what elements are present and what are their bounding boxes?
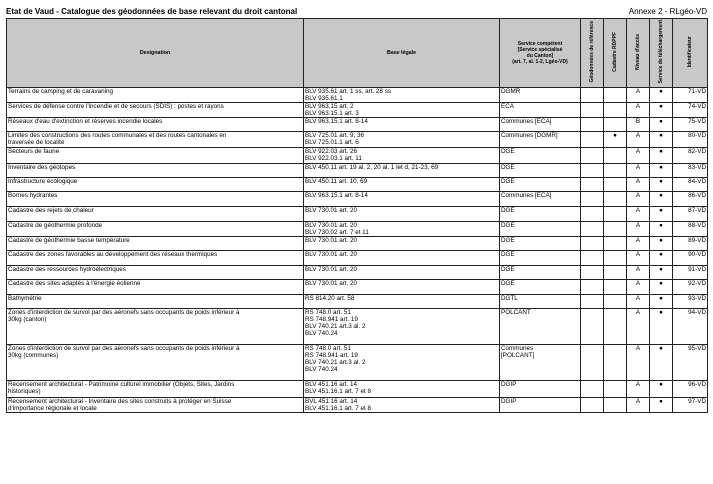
designation-line: Bathymétrie xyxy=(8,294,42,302)
cell-rdppf xyxy=(604,88,627,103)
designation-line: Zones d'interdiction de survol par des aéronefs sans occupants de poids inférieur à xyxy=(8,308,240,316)
designation-line: Cadastre des zones favorables au développement des réseaux thermiques xyxy=(8,250,218,258)
cell-access: B xyxy=(627,118,650,132)
cell-access: A xyxy=(627,177,650,191)
table-row xyxy=(7,250,708,265)
cell-identifier: 92-VD xyxy=(673,279,708,294)
base-legale-line: BLV 730.02 art. 7 et 11 xyxy=(305,228,369,236)
table-row xyxy=(7,148,708,163)
base-legale-line: BLV 963.15.1 art. 8-14 xyxy=(305,191,368,199)
service-line: DGE xyxy=(501,148,515,156)
cell-rdppf xyxy=(604,279,627,294)
designation-line: Recensement architectural - Patrimoine culturel immobilier (Objets, Sites, Jardins xyxy=(8,380,235,388)
cell-access: A xyxy=(627,148,650,163)
cell-designation xyxy=(7,236,304,250)
cell-designation xyxy=(7,148,304,163)
cell-rdppf xyxy=(604,344,627,380)
service-line: Communes [ECA] xyxy=(501,191,552,199)
cell-base-legale xyxy=(304,163,500,177)
cell-designation xyxy=(7,103,304,118)
cell-download: ● xyxy=(650,279,673,294)
base-legale-line: BLV 730.01 art. 20 xyxy=(305,221,358,229)
cell-identifier: 82-VD xyxy=(673,148,708,163)
cell-service xyxy=(500,132,581,148)
cell-base-legale xyxy=(304,279,500,294)
cell-designation xyxy=(7,279,304,294)
cell-designation xyxy=(7,191,304,206)
base-legale-line: BLV 740.24 xyxy=(305,366,338,374)
cell-georef xyxy=(581,380,604,397)
base-legale-line: BLV 740.21 art.3 al. 2 xyxy=(305,322,366,330)
designation-line: Réseaux d'eau d'extinction et réserves incendie locales xyxy=(8,118,163,126)
cell-service xyxy=(500,279,581,294)
table-row xyxy=(7,103,708,118)
cell-identifier: 95-VD xyxy=(673,344,708,380)
cell-download: ● xyxy=(650,221,673,236)
cell-georef xyxy=(581,118,604,132)
designation-line: Inventaire des géotopes xyxy=(8,163,76,171)
cell-download: ● xyxy=(650,191,673,206)
service-line: Communes [ECA] xyxy=(501,118,552,126)
col-header-service-line: Service compétent xyxy=(517,40,563,47)
cell-identifier: 75-VD xyxy=(673,118,708,132)
cell-identifier: 71-VD xyxy=(673,88,708,103)
table-row xyxy=(7,236,708,250)
base-legale-line: BLV 740.21 art.3 al. 2 xyxy=(305,358,366,366)
designation-line: d'importance régionale et locale xyxy=(8,404,97,412)
col-header-rdppf xyxy=(604,19,627,88)
base-legale-line: BLV 730.01 art. 20 xyxy=(305,206,358,214)
cell-service xyxy=(500,103,581,118)
service-line: DGE xyxy=(501,163,515,171)
page-header xyxy=(6,6,707,17)
base-legale-line: BLV 451.16.1 art. 7 et 8 xyxy=(305,404,372,412)
cell-access: A xyxy=(627,265,650,279)
document-title: Etat de Vaud - Catalogue des géodonnées de base relevant du droit cantonal xyxy=(6,7,298,16)
table-row xyxy=(7,279,708,294)
designation-line: Bornes hydrantes xyxy=(8,191,58,199)
cell-base-legale xyxy=(304,191,500,206)
cell-georef xyxy=(581,279,604,294)
service-line: DGE xyxy=(501,265,515,273)
cell-download: ● xyxy=(650,206,673,221)
table-header-row xyxy=(7,19,708,88)
cell-designation xyxy=(7,397,304,412)
col-header-access xyxy=(627,19,650,88)
base-legale-line: BLV 740.24 xyxy=(305,330,338,338)
cell-download: ● xyxy=(650,148,673,163)
cell-georef xyxy=(581,163,604,177)
cell-access: A xyxy=(627,236,650,250)
cell-access: A xyxy=(627,103,650,118)
cell-download: ● xyxy=(650,118,673,132)
cell-access: A xyxy=(627,206,650,221)
cell-access: A xyxy=(627,294,650,308)
designation-line: 30kg (communes) xyxy=(8,351,59,359)
cell-service xyxy=(500,88,581,103)
service-line: [POLCANT] xyxy=(501,351,535,359)
base-legale-line: BLV 730.01 art. 20 xyxy=(305,250,358,258)
cell-base-legale xyxy=(304,206,500,221)
cell-designation xyxy=(7,221,304,236)
col-header-id xyxy=(673,19,708,88)
cell-service xyxy=(500,163,581,177)
cell-georef xyxy=(581,308,604,344)
cell-service xyxy=(500,265,581,279)
designation-line: Terrains de camping et de caravaning xyxy=(8,88,114,95)
col-header-access-label: Niveau d'accès xyxy=(634,33,641,70)
base-legale-line: BLV 730.01 art. 20 xyxy=(305,279,358,287)
cell-rdppf xyxy=(604,380,627,397)
service-line: DGTL xyxy=(501,294,518,302)
cell-base-legale xyxy=(304,148,500,163)
table-row xyxy=(7,206,708,221)
cell-base-legale xyxy=(304,344,500,380)
cell-rdppf xyxy=(604,148,627,163)
cell-service xyxy=(500,206,581,221)
service-line: DGIP xyxy=(501,397,517,405)
cell-georef xyxy=(581,265,604,279)
designation-line: Services de défense contre l'incendie et de secours (SDIS) : postes et rayons xyxy=(8,103,224,111)
service-line: DGMR xyxy=(501,88,521,95)
table-row xyxy=(7,294,708,308)
cell-service xyxy=(500,118,581,132)
designation-line: Recensement architectural - Inventaire des sites construits à protéger en Suisse xyxy=(8,397,232,405)
cell-download: ● xyxy=(650,163,673,177)
cell-identifier: 89-VD xyxy=(673,236,708,250)
cell-access: A xyxy=(627,308,650,344)
cell-service xyxy=(500,308,581,344)
cell-identifier: 97-VD xyxy=(673,397,708,412)
cell-georef xyxy=(581,177,604,191)
cell-base-legale xyxy=(304,221,500,236)
base-legale-line: RS 748.941 art. 19 xyxy=(305,315,358,323)
cell-rdppf xyxy=(604,308,627,344)
col-header-service xyxy=(500,19,581,88)
cell-identifier: 83-VD xyxy=(673,163,708,177)
col-header-service-line: (art. 7, al. 1-2, Lgéo-VD) xyxy=(512,59,568,66)
cell-georef xyxy=(581,294,604,308)
cell-rdppf xyxy=(604,118,627,132)
cell-service xyxy=(500,380,581,397)
service-line: ECA xyxy=(501,103,514,111)
table-row xyxy=(7,380,708,397)
base-legale-line: BLV 451.16.1 art. 7 et 8 xyxy=(305,387,372,395)
cell-download: ● xyxy=(650,88,673,103)
cell-identifier: 90-VD xyxy=(673,250,708,265)
cell-rdppf: ● xyxy=(604,132,627,148)
cell-rdppf xyxy=(604,250,627,265)
base-legale-line: BLV 922.03.1 art. 11 xyxy=(305,155,362,163)
table-row xyxy=(7,221,708,236)
cell-base-legale xyxy=(304,103,500,118)
cell-download: ● xyxy=(650,103,673,118)
cell-access: A xyxy=(627,163,650,177)
cell-georef xyxy=(581,88,604,103)
cell-access: A xyxy=(627,221,650,236)
cell-access: A xyxy=(627,88,650,103)
cell-access: A xyxy=(627,132,650,148)
cell-rdppf xyxy=(604,191,627,206)
cell-service xyxy=(500,148,581,163)
base-legale-line: BLV 730.01 art. 20 xyxy=(305,265,358,273)
cell-access: A xyxy=(627,250,650,265)
cell-service xyxy=(500,344,581,380)
cell-georef xyxy=(581,344,604,380)
col-header-georef xyxy=(581,19,604,88)
cell-download: ● xyxy=(650,397,673,412)
designation-line: Limites des constructions des routes communales et des routes cantonales en xyxy=(8,132,227,140)
cell-base-legale xyxy=(304,236,500,250)
cell-designation xyxy=(7,206,304,221)
designation-line: traversée de localité xyxy=(8,139,65,147)
cell-service xyxy=(500,177,581,191)
cell-designation xyxy=(7,344,304,380)
cell-identifier: 96-VD xyxy=(673,380,708,397)
base-legale-line: BLV 963.15.1 art. 8-14 xyxy=(305,118,368,126)
cell-designation xyxy=(7,265,304,279)
service-line: Communes xyxy=(501,344,534,352)
cell-identifier: 84-VD xyxy=(673,177,708,191)
cell-designation xyxy=(7,250,304,265)
base-legale-line: BLV 450.11 art. 19 al. 2, 20 al. 1 let d, 21-23, 69 xyxy=(305,163,439,171)
cell-designation xyxy=(7,380,304,397)
base-legale-line: BLV 935.61.1 xyxy=(305,95,343,103)
cell-designation xyxy=(7,118,304,132)
designation-line: Cadastre de géothermie profonde xyxy=(8,221,103,229)
cell-rdppf xyxy=(604,294,627,308)
table-row xyxy=(7,308,708,344)
table-row xyxy=(7,88,708,103)
cell-rdppf xyxy=(604,163,627,177)
cell-access: A xyxy=(627,380,650,397)
table-row xyxy=(7,163,708,177)
cell-designation xyxy=(7,177,304,191)
cell-base-legale xyxy=(304,132,500,148)
cell-georef xyxy=(581,221,604,236)
table-row xyxy=(7,397,708,412)
cell-access: A xyxy=(627,344,650,380)
cell-download: ● xyxy=(650,132,673,148)
cell-download: ● xyxy=(650,344,673,380)
base-legale-line: BLV 730.01 art. 20 xyxy=(305,236,358,244)
cell-identifier: 74-VD xyxy=(673,103,708,118)
base-legale-line: BLV 725.01 art. 9, 36 xyxy=(305,132,365,140)
cell-identifier: 86-VD xyxy=(673,191,708,206)
cell-download: ● xyxy=(650,250,673,265)
cell-base-legale xyxy=(304,177,500,191)
col-header-download xyxy=(650,19,673,88)
cell-georef xyxy=(581,206,604,221)
base-legale-line: BLV 451.16 art. 14 xyxy=(305,380,358,388)
geodata-table xyxy=(6,18,708,413)
cell-base-legale xyxy=(304,250,500,265)
cell-rdppf xyxy=(604,221,627,236)
base-legale-line: BLV 725.01.1 art. 6 xyxy=(305,139,359,147)
cell-base-legale xyxy=(304,397,500,412)
table-row xyxy=(7,177,708,191)
cell-georef xyxy=(581,103,604,118)
table-row xyxy=(7,344,708,380)
cell-download: ● xyxy=(650,294,673,308)
cell-base-legale xyxy=(304,308,500,344)
designation-line: Cadastre des sites adaptés à l'énergie éolienne xyxy=(8,279,141,287)
col-header-id-label: Identificateur xyxy=(686,36,693,68)
service-line: DGIP xyxy=(501,380,517,388)
cell-identifier: 94-VD xyxy=(673,308,708,344)
cell-rdppf xyxy=(604,397,627,412)
designation-line: 30kg (canton) xyxy=(8,315,47,323)
cell-designation xyxy=(7,88,304,103)
cell-download: ● xyxy=(650,380,673,397)
designation-line: Cadastre des ressources hydroélectriques xyxy=(8,265,126,273)
cell-georef xyxy=(581,132,604,148)
cell-access: A xyxy=(627,397,650,412)
cell-base-legale xyxy=(304,294,500,308)
col-header-service-line: [Service spécialisé xyxy=(517,46,563,53)
col-header-service-line: du Canton] xyxy=(526,53,554,59)
col-header-georef-label: Géodonnées de référence xyxy=(588,21,595,83)
table-body xyxy=(7,88,708,413)
service-line: DGE xyxy=(501,221,515,229)
base-legale-line: BLV 922.03 art. 26 xyxy=(305,148,358,156)
table-row xyxy=(7,265,708,279)
base-legale-line: RS 814.20 art. 58 xyxy=(305,294,355,302)
cell-base-legale xyxy=(304,88,500,103)
cell-designation xyxy=(7,294,304,308)
base-legale-line: BVL 451.16 art. 14 xyxy=(305,397,358,405)
designation-line: Cadastre de géothermie basse température xyxy=(8,236,130,244)
cell-download: ● xyxy=(650,177,673,191)
cell-identifier: 93-VD xyxy=(673,294,708,308)
designation-line: Secteurs de faune xyxy=(8,148,60,156)
cell-base-legale xyxy=(304,380,500,397)
base-legale-line: RS 748.0 art. 51 xyxy=(305,308,351,316)
cell-base-legale xyxy=(304,265,500,279)
cell-georef xyxy=(581,250,604,265)
service-line: POLCANT xyxy=(501,308,531,316)
base-legale-line: BLV 963.15.1 art. 3 xyxy=(305,110,359,118)
table-row xyxy=(7,191,708,206)
cell-rdppf xyxy=(604,265,627,279)
table-row xyxy=(7,118,708,132)
cell-access: A xyxy=(627,191,650,206)
cell-identifier: 91-VD xyxy=(673,265,708,279)
base-legale-line: BLV 450.11 art. 10, 69 xyxy=(305,177,368,185)
cell-designation xyxy=(7,132,304,148)
service-line: DGE xyxy=(501,236,515,244)
table-row xyxy=(7,132,708,148)
cell-service xyxy=(500,221,581,236)
annex-label: Annexe 2 - RLgéo-VD xyxy=(628,7,707,16)
cell-base-legale xyxy=(304,118,500,132)
designation-line: Infrastructure écologique xyxy=(8,177,78,185)
service-line: DGE xyxy=(501,206,515,214)
cell-designation xyxy=(7,163,304,177)
cell-georef xyxy=(581,191,604,206)
col-header-designation: Designation xyxy=(7,19,304,88)
cell-georef xyxy=(581,397,604,412)
base-legale-line: BLV 963.15 art. 2 xyxy=(305,103,354,111)
service-line: DGE xyxy=(501,279,515,287)
cell-download: ● xyxy=(650,308,673,344)
cell-identifier: 88-VD xyxy=(673,221,708,236)
cell-service xyxy=(500,397,581,412)
col-header-rdppf-label: Cadastre RDPPF xyxy=(611,32,618,72)
cell-rdppf xyxy=(604,206,627,221)
service-line: Communes [DGMR] xyxy=(501,132,558,140)
cell-service xyxy=(500,250,581,265)
service-line: DGE xyxy=(501,177,515,185)
cell-service xyxy=(500,236,581,250)
base-legale-line: BLV 935.61 art. 1 ss, art. 28 ss xyxy=(305,88,391,95)
cell-georef xyxy=(581,148,604,163)
col-header-download-label: Service de téléchargement xyxy=(657,20,664,84)
cell-identifier: 80-VD xyxy=(673,132,708,148)
cell-service xyxy=(500,191,581,206)
col-header-base: Base légale xyxy=(304,19,500,88)
cell-download: ● xyxy=(650,265,673,279)
cell-download: ● xyxy=(650,236,673,250)
base-legale-line: RS 748.941 art. 19 xyxy=(305,351,358,359)
cell-rdppf xyxy=(604,177,627,191)
designation-line: Cadastre des rejets de chaleur xyxy=(8,206,94,214)
designation-line: Zones d'interdiction de survol par des aéronefs sans occupants de poids inférieur à xyxy=(8,344,240,352)
cell-service xyxy=(500,294,581,308)
cell-rdppf xyxy=(604,236,627,250)
cell-rdppf xyxy=(604,103,627,118)
cell-georef xyxy=(581,236,604,250)
base-legale-line: RS 748.0 art. 51 xyxy=(305,344,351,352)
cell-designation xyxy=(7,308,304,344)
designation-line: historiques) xyxy=(8,387,41,395)
cell-access: A xyxy=(627,279,650,294)
service-line: DGE xyxy=(501,250,515,258)
cell-identifier: 87-VD xyxy=(673,206,708,221)
